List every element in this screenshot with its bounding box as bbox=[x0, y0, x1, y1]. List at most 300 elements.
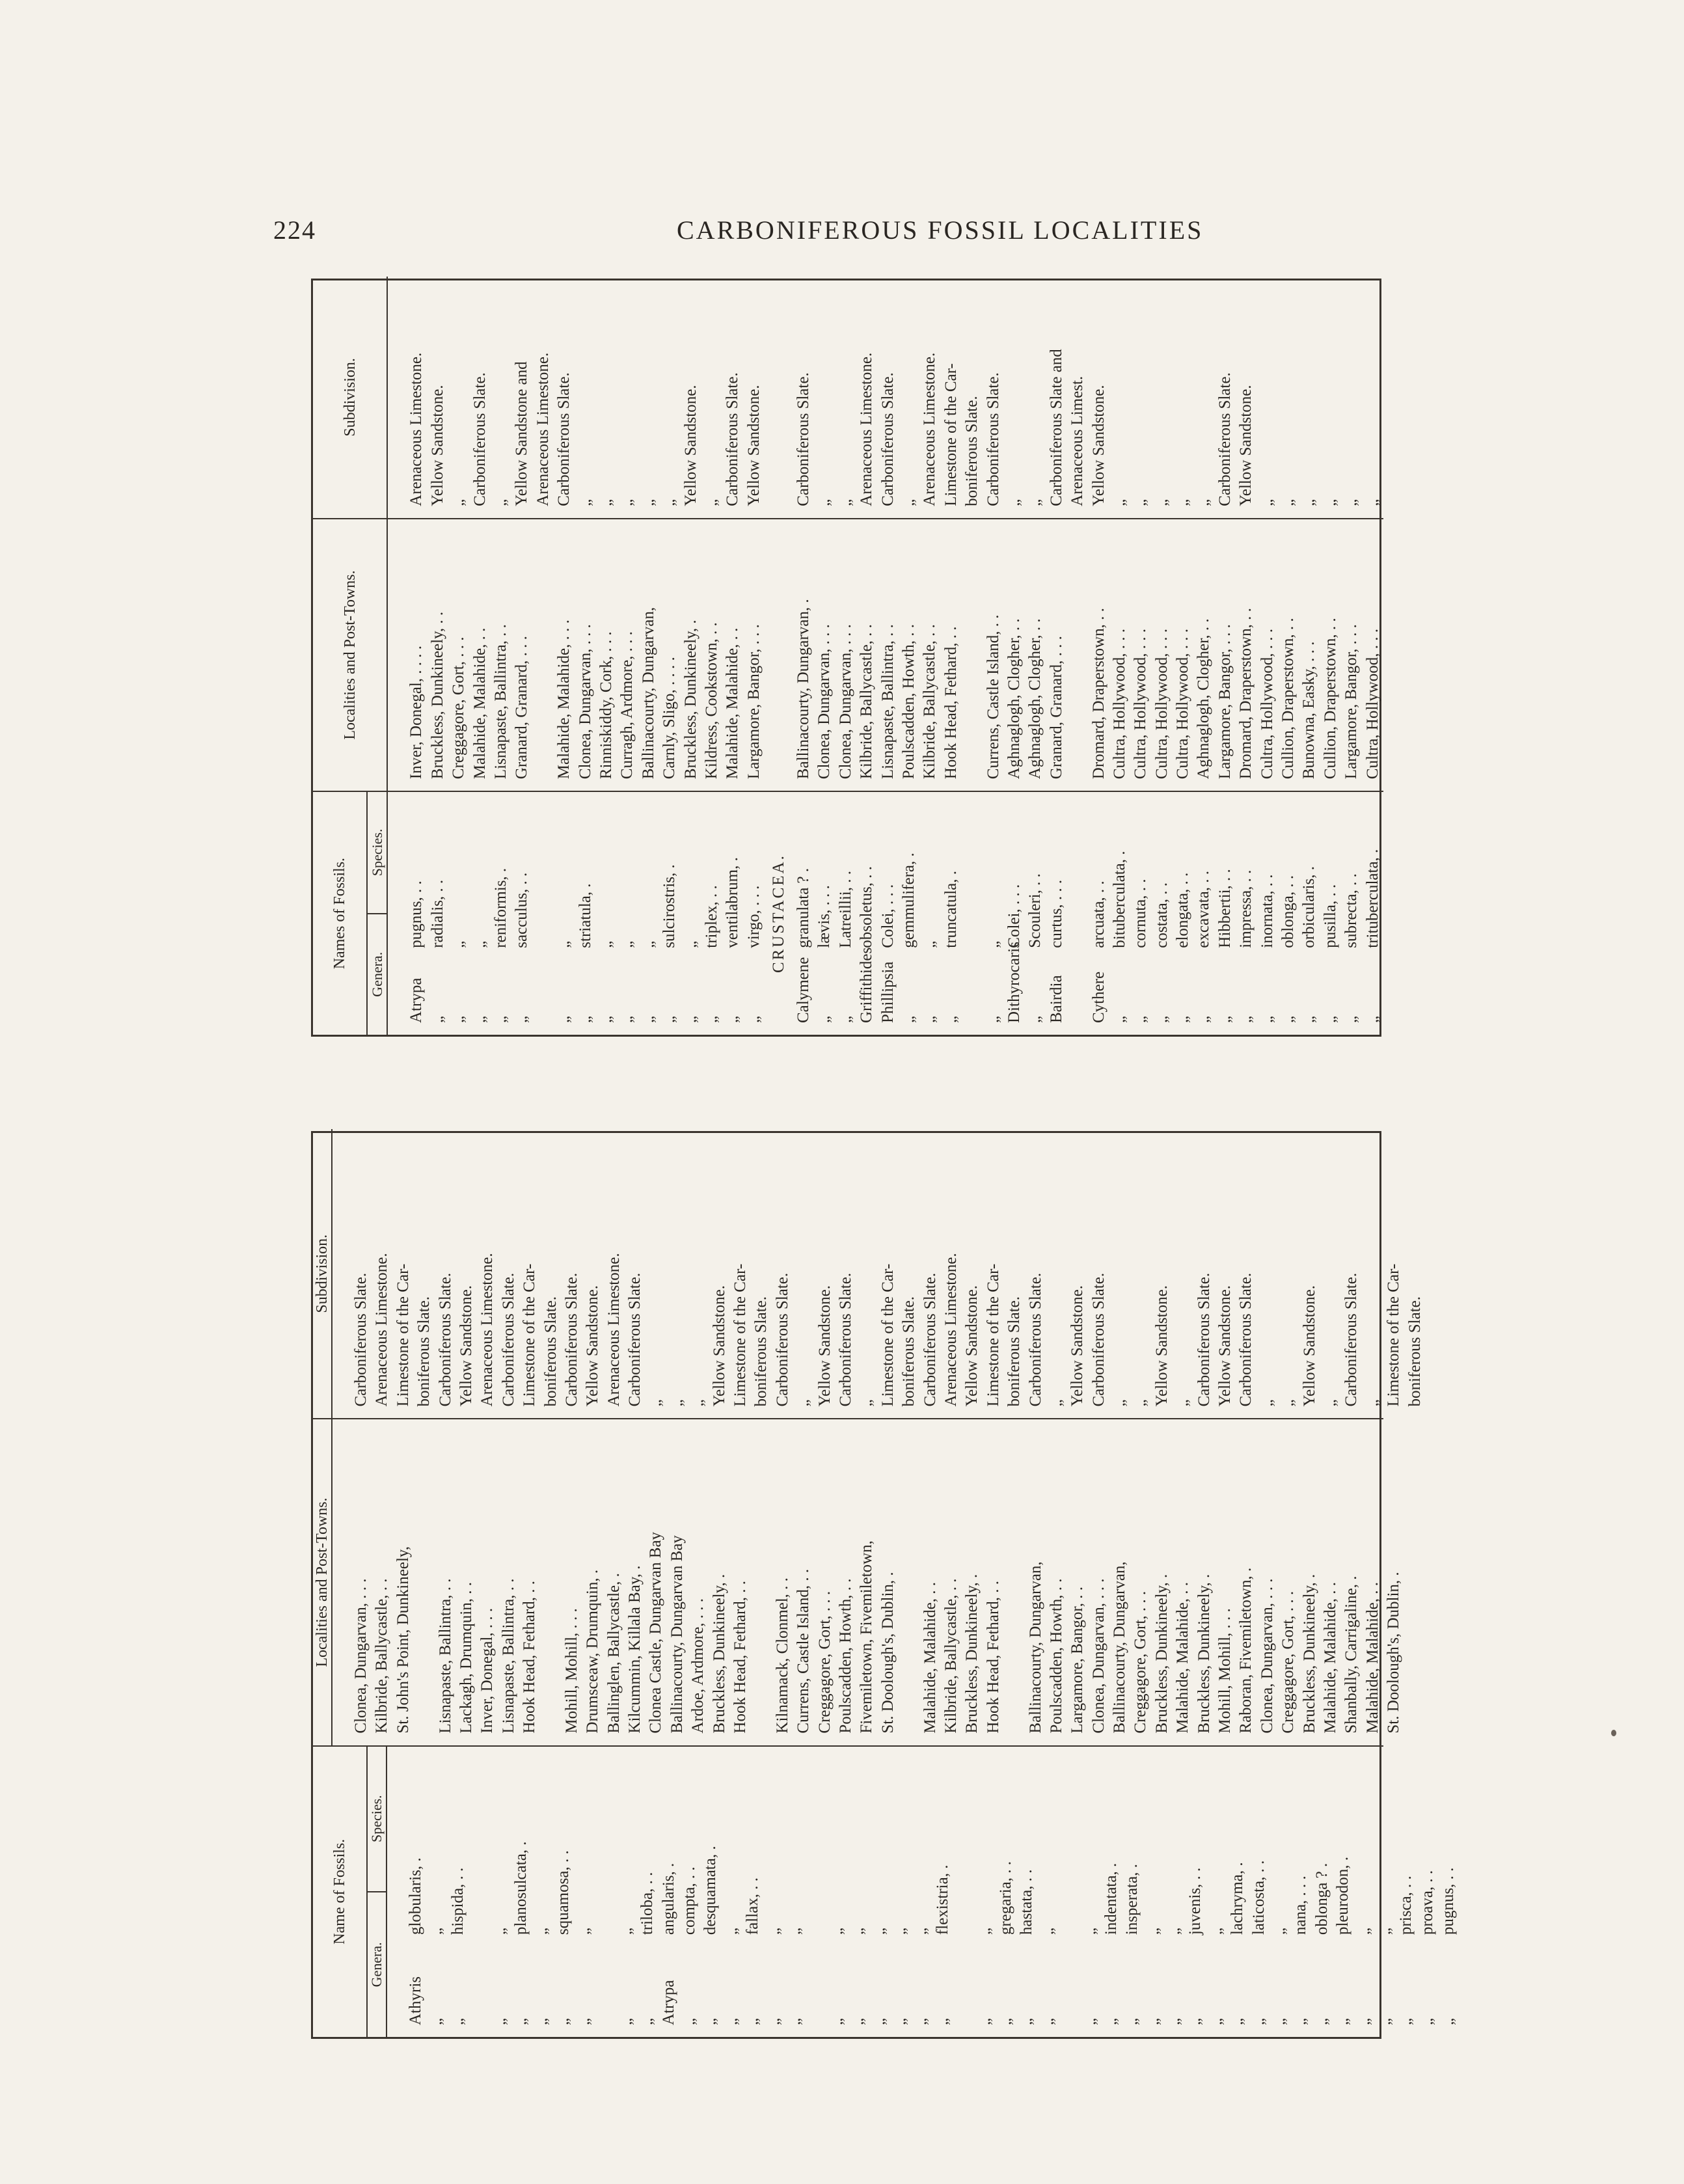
locality-cell: Ballinacourty, Dungarvan, . bbox=[794, 599, 813, 780]
species-cell: „ bbox=[722, 1928, 740, 1935]
table-row bbox=[681, 792, 701, 1035]
table-row bbox=[1122, 1747, 1143, 2037]
subdivision-cell: Limestone of the Car- bbox=[984, 1263, 1002, 1407]
genus-cell: „ bbox=[513, 1015, 531, 1023]
subdivision-cell: boniferous Slate. bbox=[963, 396, 981, 506]
locality-cell bbox=[962, 519, 983, 791]
genus-cell: „ bbox=[1026, 1015, 1044, 1023]
genus-cell: „ bbox=[702, 1015, 720, 1023]
subdivision-cell: Yellow Sandstone. bbox=[1237, 385, 1255, 506]
species-cell: oblonga ? . bbox=[1312, 1863, 1331, 1935]
locality-cell: Hook Head, Fethard, . . bbox=[521, 1580, 539, 1734]
table-row bbox=[1227, 1747, 1248, 2037]
locality-cell: Lisnapaste, Ballintra, . . bbox=[878, 624, 897, 780]
genus-cell: „ bbox=[836, 1015, 854, 1023]
table-row bbox=[827, 1747, 848, 2037]
species-cell: pusilla, . . bbox=[1321, 884, 1339, 948]
genus-cell: „ bbox=[428, 2017, 446, 2025]
table-row bbox=[1109, 792, 1130, 1035]
localities-header: Localities and Post-Towns. bbox=[313, 1419, 333, 1745]
species-cell: „ bbox=[984, 940, 1002, 948]
species-cell: desquamata, . bbox=[701, 1846, 720, 1935]
table-row bbox=[1206, 1747, 1227, 2037]
species-cell: granulata ? . bbox=[794, 867, 813, 948]
locality-cell: Inver, Donegal, . . . bbox=[478, 1607, 496, 1734]
species-cell: angularis, . bbox=[659, 1863, 677, 1935]
locality-cell: Hook Head, Fethard, . . bbox=[984, 1580, 1002, 1734]
genus-cell: „ bbox=[1215, 1015, 1234, 1023]
locality-cell bbox=[414, 1419, 435, 1745]
subdivision-cell: „ bbox=[491, 498, 509, 506]
names-rows bbox=[388, 792, 1383, 1035]
locality-cell: St. John's Point, Dunkineely, bbox=[394, 1546, 412, 1734]
subdivision-cell: „ bbox=[1174, 498, 1192, 506]
locality-cell: Malahide, Malahide, . . bbox=[1363, 1582, 1381, 1734]
localities-column bbox=[313, 519, 1383, 792]
locality-cell: Bruckless, Dunkineely, . bbox=[1152, 1574, 1171, 1734]
locality-cell: Creggagore, Gort, . . . bbox=[450, 636, 468, 780]
genus-cell: „ bbox=[996, 2017, 1014, 2025]
genus-cell: „ bbox=[638, 2017, 657, 2025]
genus-cell bbox=[962, 957, 983, 1035]
subdivision-cell: „ bbox=[1111, 1399, 1129, 1407]
subdivision-cell: „ bbox=[450, 498, 468, 506]
species-cell: „ bbox=[1039, 1928, 1057, 1935]
table-row bbox=[1130, 792, 1151, 1035]
table-row bbox=[814, 792, 835, 1035]
genus-cell: „ bbox=[786, 2017, 804, 2025]
subdivision-cell: Carboniferous Slate. bbox=[1195, 1272, 1213, 1407]
subdivision-cell: boniferous Slate. bbox=[1005, 1296, 1024, 1407]
table-row bbox=[595, 1747, 616, 2037]
genus-cell: „ bbox=[575, 2017, 593, 2025]
species-cell: indentata, . bbox=[1102, 1863, 1120, 1935]
locality-cell: Raboran, Fivemiletown, . bbox=[1237, 1567, 1255, 1734]
genus-cell: „ bbox=[1195, 1015, 1213, 1023]
species-cell: striatula, . bbox=[576, 883, 594, 948]
species-cell: Scouleri, . . bbox=[1026, 873, 1044, 948]
species-cell: costata, . . bbox=[1152, 882, 1171, 948]
genus-cell: „ bbox=[1363, 1015, 1381, 1023]
subdivision-cell: Carboniferous Slate. bbox=[1089, 1272, 1107, 1407]
species-cell: sacculus, . . bbox=[513, 872, 531, 948]
subdivision-cell: „ bbox=[1279, 1399, 1297, 1407]
genus-cell: „ bbox=[1165, 2017, 1184, 2025]
species-cell: „ bbox=[1144, 1928, 1162, 1935]
section-spacer bbox=[765, 519, 793, 791]
ink-speck bbox=[1611, 1730, 1616, 1736]
locality-cell: Clonea, Dungarvan, . . . bbox=[352, 1578, 370, 1734]
section-heading: CRUSTACEA. bbox=[770, 854, 788, 974]
species-cell: sulcirostris, . bbox=[660, 864, 679, 948]
table-row bbox=[638, 792, 659, 1035]
locality-rows bbox=[333, 1419, 1426, 1745]
table-row bbox=[470, 792, 491, 1035]
genus-cell: „ bbox=[470, 1015, 489, 1023]
subdivision-cell: Carboniferous Slate. bbox=[555, 372, 573, 506]
species-cell: „ bbox=[450, 940, 468, 948]
species-cell: triplex, . . bbox=[702, 885, 720, 948]
table-row bbox=[1417, 1747, 1438, 2037]
genus-cell: „ bbox=[828, 2017, 846, 2025]
subdivision-cell: Yellow Sandstone. bbox=[1089, 385, 1107, 506]
genus-cell: „ bbox=[1300, 1015, 1318, 1023]
subdivision-cell: „ bbox=[647, 1399, 665, 1407]
subdivision-cell: „ bbox=[1321, 498, 1339, 506]
table-row bbox=[700, 1747, 721, 2037]
species-cell: globularis, . bbox=[407, 1857, 424, 1935]
locality-cell: Cultra, Hollywood, . . . bbox=[1110, 628, 1128, 780]
table-row bbox=[1236, 792, 1256, 1035]
table-row bbox=[596, 792, 617, 1035]
lower-fossil-table bbox=[311, 1131, 1458, 2039]
locality-cell: Largamore, Bangor, . . bbox=[1068, 1587, 1087, 1734]
subdivision-column bbox=[313, 277, 1383, 519]
names-header bbox=[313, 1747, 387, 2037]
genus-cell: „ bbox=[984, 1015, 1002, 1023]
species-cell: „ bbox=[533, 1928, 551, 1935]
table-row bbox=[722, 1747, 742, 2037]
subdivision-cell: „ bbox=[1279, 498, 1297, 506]
subdivision-cell: „ bbox=[702, 498, 720, 506]
table-row bbox=[1173, 792, 1193, 1035]
subdivision-cell: Carboniferous Slate. bbox=[794, 372, 813, 506]
locality-cell: Malahide, Malahide, . . bbox=[1321, 1582, 1339, 1734]
locality-cell bbox=[751, 1419, 772, 1745]
locality-cell: Aghnaglogh, Clogher, . . bbox=[1005, 618, 1023, 780]
locality-cell bbox=[1405, 1419, 1426, 1745]
species-cell: „ bbox=[681, 940, 699, 948]
genus-cell: „ bbox=[1018, 2017, 1036, 2025]
genus-cell: „ bbox=[744, 2017, 762, 2025]
genus-cell bbox=[1460, 1944, 1480, 2037]
species-cell: obsoletus, . . bbox=[858, 866, 876, 948]
subdivision-cell: Yellow Sandstone. bbox=[710, 1285, 728, 1407]
species-cell bbox=[1460, 1747, 1480, 1945]
species-cell: flexistria, . bbox=[933, 1864, 951, 1935]
locality-cell: Currens, Castle Island, . . bbox=[984, 614, 1002, 780]
locality-cell bbox=[899, 1419, 919, 1745]
genus-cell: Bairdia bbox=[1047, 975, 1065, 1023]
locality-rows bbox=[388, 519, 1383, 791]
table-row bbox=[1038, 1747, 1059, 2037]
subdivision-cell: „ bbox=[815, 498, 834, 506]
genus-cell: „ bbox=[1397, 2017, 1415, 2025]
locality-cell: Carnly, Sligo, . . . . bbox=[660, 657, 679, 780]
subdivision-cell: „ bbox=[900, 498, 918, 506]
table-row bbox=[405, 1747, 426, 2037]
table-row bbox=[1046, 792, 1067, 1035]
locality-cell: Aghnaglogh, Clogher, . . bbox=[1195, 618, 1213, 780]
table-row bbox=[1067, 792, 1088, 1035]
species-cell: „ bbox=[921, 940, 939, 948]
table-row bbox=[1004, 792, 1025, 1035]
subdivision-cell: Carboniferous Slate. bbox=[470, 372, 489, 506]
subdivision-column bbox=[313, 1129, 1424, 1419]
locality-cell: Creggagore, Gort, . . . bbox=[1132, 1590, 1150, 1734]
species-cell: „ bbox=[1355, 1928, 1373, 1935]
locality-cell: Kilbride, Ballycastle, . . bbox=[921, 624, 939, 780]
table-row bbox=[744, 792, 765, 1035]
species-cell: Latreillii, . . bbox=[836, 871, 854, 948]
table-row bbox=[490, 1747, 511, 2037]
table-row bbox=[469, 1747, 489, 2037]
subdivision-cell: boniferous Slate. bbox=[900, 1296, 918, 1407]
species-cell: pugnus, . . bbox=[407, 880, 426, 948]
locality-cell: Malahide, Malahide, . . bbox=[470, 627, 489, 780]
subdivision-cell: „ bbox=[1110, 498, 1128, 506]
table-row bbox=[1152, 792, 1173, 1035]
table-row bbox=[1438, 1747, 1459, 2037]
subdivision-cell: „ bbox=[794, 1399, 813, 1407]
locality-cell: Hook Head, Fethard, . . bbox=[942, 626, 960, 780]
subdivision-cell: Arenaceous Limestone. bbox=[373, 1253, 391, 1407]
genus-cell: Athyris bbox=[407, 1976, 424, 2025]
genus-cell: „ bbox=[1123, 2017, 1141, 2025]
species-cell: lævis, . . . bbox=[815, 885, 834, 948]
subdivision-cell: Carboniferous Slate. bbox=[352, 1272, 370, 1407]
genus-cell: „ bbox=[1039, 2017, 1057, 2025]
species-header: Species. bbox=[368, 792, 387, 914]
locality-cell: St. Doolough's, Dublin, . bbox=[878, 1572, 897, 1734]
genus-cell bbox=[806, 1944, 826, 2037]
table-row bbox=[1016, 1747, 1037, 2037]
table-row bbox=[1101, 1747, 1122, 2037]
table-row bbox=[491, 792, 511, 1035]
table-row bbox=[406, 792, 427, 1035]
locality-cell: Granard, Granard, . . . bbox=[513, 636, 531, 780]
subdivision-cell: „ bbox=[1363, 498, 1381, 506]
genus-cell: „ bbox=[448, 2017, 467, 2025]
table-row bbox=[848, 1747, 869, 2037]
species-cell: trituberculata, . bbox=[1363, 849, 1381, 948]
locality-cell: Cultra, Hollywood, . . . bbox=[1174, 628, 1192, 780]
subdivision-cell: Yellow Sandstone. bbox=[584, 1285, 602, 1407]
locality-cell: Bruckless, Dunkineely, . bbox=[681, 620, 699, 780]
subdivision-cell: Limestone of the Car- bbox=[1385, 1263, 1403, 1407]
table-row bbox=[806, 1747, 826, 2037]
subdivision-cell: „ bbox=[1174, 1399, 1192, 1407]
subdivision-cell: Limestone of the Car- bbox=[942, 363, 960, 506]
species-cell: „ bbox=[870, 1928, 888, 1935]
species-cell: „ bbox=[975, 1928, 994, 1935]
species-cell: orbicularis, . bbox=[1300, 866, 1318, 948]
locality-cell: Clonea Castle, Dungarvan Bay bbox=[647, 1531, 665, 1734]
subdivision-cell: Arenaceous Limestone. bbox=[407, 352, 426, 506]
subdivision-cell: „ bbox=[1132, 1399, 1150, 1407]
subdivision-cell: Yellow Sandstone. bbox=[1152, 1285, 1171, 1407]
subdivision-cell: Limestone of the Car- bbox=[731, 1263, 750, 1407]
locality-cell: Bunowna, Easky, . . . bbox=[1300, 641, 1318, 780]
species-cell bbox=[533, 792, 554, 957]
genus-cell: Phillipsia bbox=[878, 961, 897, 1023]
species-cell: bituberculata, . bbox=[1110, 851, 1128, 948]
species-cell bbox=[1067, 792, 1088, 957]
genus-cell: „ bbox=[765, 2017, 783, 2025]
subdivision-cell: Carboniferous Slate. bbox=[1215, 372, 1234, 506]
species-cell bbox=[1059, 1747, 1080, 1945]
species-cell: ventilabrum, . bbox=[724, 857, 742, 948]
genus-cell: „ bbox=[681, 2017, 699, 2025]
table-row bbox=[1164, 1747, 1185, 2037]
locality-cell: Cultra, Hollywood, . . . bbox=[1258, 628, 1276, 780]
genus-cell: Atrypa bbox=[407, 977, 426, 1023]
species-cell: impressa, . . bbox=[1237, 869, 1255, 948]
table-row bbox=[953, 1747, 974, 2037]
genus-cell: Atrypa bbox=[659, 1980, 677, 2025]
table-row bbox=[428, 792, 448, 1035]
locality-cell: Malahide, Malahide, . . bbox=[921, 1582, 939, 1734]
genus-cell: „ bbox=[975, 2017, 994, 2025]
table-row bbox=[932, 1747, 953, 2037]
subdivision-cell: Yellow Sandstone. bbox=[1216, 1285, 1234, 1407]
genus-cell: „ bbox=[701, 2017, 720, 2025]
species-cell: gemmulifera, . bbox=[900, 853, 918, 948]
subdivision-cell: „ bbox=[597, 498, 615, 506]
locality-cell: Kilbride, Ballycastle, . . bbox=[373, 1578, 391, 1734]
locality-cell: Bruckless, Dunkineely, . . bbox=[428, 611, 446, 780]
locality-cell: Malahide, Malahide, . . . bbox=[555, 620, 573, 780]
subdivision-cell: „ bbox=[660, 498, 679, 506]
table-row bbox=[785, 1747, 806, 2037]
subdivision-cell: Carboniferous Slate and bbox=[1047, 349, 1065, 506]
locality-cell: Currens, Castle Island, . . bbox=[794, 1568, 813, 1734]
table-row bbox=[1320, 792, 1341, 1035]
table-row bbox=[1185, 1747, 1206, 2037]
species-cell: arcuata, . . bbox=[1089, 880, 1107, 948]
species-cell: compta, . . bbox=[681, 1866, 699, 1935]
subdivision-cell: „ bbox=[1132, 498, 1150, 506]
species-cell: „ bbox=[828, 1928, 846, 1935]
subdivision-cell: Yellow Sandstone. bbox=[963, 1285, 981, 1407]
species-cell bbox=[469, 1747, 489, 1945]
species-cell: „ bbox=[1081, 1928, 1099, 1935]
genus-cell: „ bbox=[1439, 2017, 1458, 2025]
genus-cell: „ bbox=[1258, 1015, 1276, 1023]
subdivision-cell: Carboniferous Slate. bbox=[921, 1272, 939, 1407]
localities-column bbox=[313, 1419, 1403, 1746]
genus-cell: „ bbox=[1418, 2017, 1436, 2025]
species-cell: „ bbox=[1376, 1928, 1394, 1935]
table-row bbox=[1143, 1747, 1164, 2037]
species-cell: fallax, . . bbox=[744, 1877, 762, 1935]
locality-cell: Shanbally, Carrigaline, . bbox=[1342, 1576, 1361, 1734]
page-number: 224 bbox=[273, 215, 316, 245]
subdivision-cell: Carboniferous Slate. bbox=[562, 1272, 580, 1407]
genus-cell bbox=[1067, 957, 1088, 1035]
locality-cell: Poulscadden, Howth, . . bbox=[1047, 1578, 1065, 1734]
locality-cell: Largamore, Bangor, . . . bbox=[1342, 624, 1361, 780]
genus-cell: „ bbox=[1249, 2017, 1268, 2025]
table-row bbox=[983, 792, 1004, 1035]
genus-cell: „ bbox=[618, 1015, 636, 1023]
species-cell: Colei, . . . bbox=[878, 884, 897, 948]
subdivision-cell: Yellow Sandstone. bbox=[1068, 1285, 1087, 1407]
locality-cell: Rinniskiddy, Cork, . . . bbox=[597, 631, 615, 780]
subdivision-cell: boniferous Slate. bbox=[752, 1296, 770, 1407]
locality-cell: Lisnapaste, Ballintra, . . bbox=[491, 624, 509, 780]
table-row bbox=[575, 792, 596, 1035]
genus-cell: „ bbox=[921, 1015, 939, 1023]
table-row bbox=[426, 1747, 447, 2037]
species-cell: subrecta, . . bbox=[1342, 873, 1361, 948]
locality-cell: Aghnaglogh, Clogher, . . bbox=[1026, 618, 1044, 780]
names-of-fossils-column bbox=[313, 792, 1383, 1035]
subdivision-cell: Limestone of the Car- bbox=[394, 1263, 412, 1407]
subdivision-cell: Limestone of the Car- bbox=[878, 1263, 897, 1407]
species-cell: „ bbox=[849, 1928, 867, 1935]
genus-cell: „ bbox=[617, 2017, 635, 2025]
species-cell: insperata, . bbox=[1123, 1864, 1141, 1935]
genus-cell: „ bbox=[1110, 1015, 1128, 1023]
subdivision-cell: Carboniferous Slate. bbox=[773, 1272, 791, 1407]
species-cell: oblonga, . . bbox=[1279, 875, 1297, 948]
table-row bbox=[701, 792, 722, 1035]
table-row bbox=[1375, 1747, 1396, 2037]
table-row bbox=[975, 1747, 996, 2037]
subdivision-cell: „ bbox=[836, 498, 854, 506]
locality-cell: Fivemiletown, Fivemiletown, bbox=[858, 1540, 876, 1734]
locality-cell: Ballinacourty, Dungarvan, bbox=[1111, 1561, 1129, 1734]
genus-cell: „ bbox=[428, 1015, 446, 1023]
species-cell: „ bbox=[555, 940, 573, 948]
species-cell: inornata, . . bbox=[1258, 874, 1276, 948]
species-cell bbox=[595, 1747, 616, 1945]
table-row bbox=[1089, 792, 1109, 1035]
genera-header: Genera. bbox=[368, 951, 385, 997]
species-cell: „ bbox=[617, 1928, 635, 1935]
table-row bbox=[1290, 1747, 1311, 2037]
table-row bbox=[1354, 1747, 1375, 2037]
species-cell: Hibbertii, . . bbox=[1215, 869, 1234, 948]
species-cell: „ bbox=[891, 1928, 909, 1935]
subdivision-cell: Carboniferous Slate. bbox=[626, 1272, 644, 1407]
genus-cell: „ bbox=[912, 2017, 930, 2025]
subdivision-cell: Yellow Sandstone. bbox=[428, 385, 446, 506]
genus-cell: „ bbox=[533, 2017, 551, 2025]
species-cell: juvenis, . . bbox=[1186, 1867, 1204, 1935]
subdivision-cell: Carboniferous Slate. bbox=[499, 1272, 517, 1407]
species-cell: hispida, . . bbox=[448, 1867, 467, 1935]
locality-cell: Dromard, Draperstown, . . bbox=[1237, 608, 1255, 780]
locality-cell: Kildress, Cookstown, . . bbox=[702, 622, 720, 780]
table-row bbox=[1270, 1747, 1290, 2037]
locality-cell: Cultra, Hollywood, . . . bbox=[1363, 628, 1381, 780]
species-cell: „ bbox=[786, 1928, 804, 1935]
species-cell: triloba, . . bbox=[638, 1872, 657, 1935]
locality-cell: Cultra, Hollywood, . . . bbox=[1152, 628, 1171, 780]
species-cell: curtus, . . . bbox=[1047, 879, 1065, 948]
genus-cell bbox=[469, 1944, 489, 2037]
genus-cell bbox=[595, 1944, 616, 2037]
species-cell: „ bbox=[597, 940, 615, 948]
species-cell bbox=[962, 792, 983, 957]
subdivision-rows bbox=[388, 277, 1383, 518]
table-row bbox=[553, 1747, 574, 2037]
subdivision-cell: Yellow Sandstone. bbox=[744, 385, 763, 506]
subdivision-cell: „ bbox=[1363, 1399, 1381, 1407]
genus-cell: „ bbox=[722, 2017, 740, 2025]
table-row bbox=[911, 1747, 932, 2037]
locality-cell: Ballinacourty, Dungarvan, bbox=[639, 607, 657, 780]
subdivision-cell: „ bbox=[1047, 1399, 1065, 1407]
table-row bbox=[511, 1747, 532, 2037]
species-cell: „ bbox=[428, 1928, 446, 1935]
genus-cell: „ bbox=[1292, 2017, 1310, 2025]
subdivision-cell: Arenaceous Limestone. bbox=[942, 1253, 960, 1407]
genera-header: Genera. bbox=[368, 1942, 385, 1987]
locality-cell bbox=[533, 519, 554, 791]
